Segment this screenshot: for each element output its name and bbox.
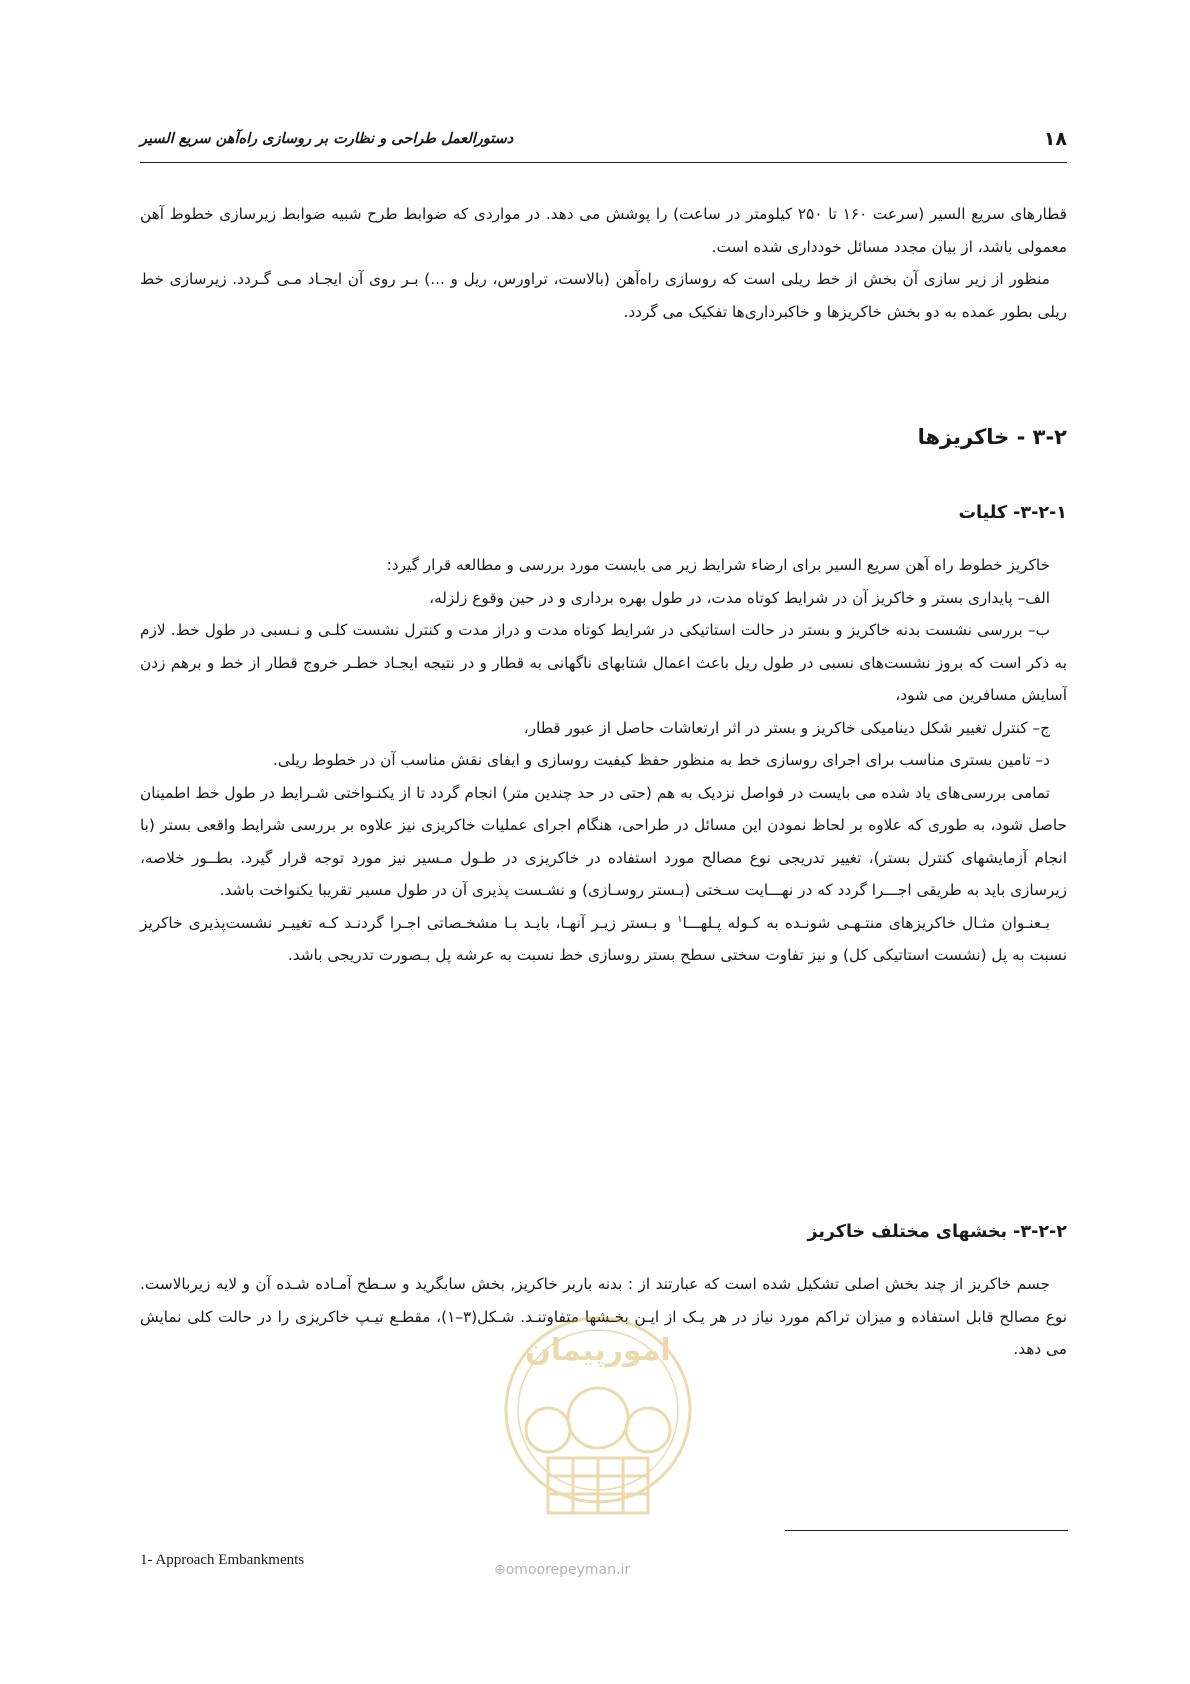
example-paragraph [140,907,1067,972]
intro-paragraph-1: قطارهای سریع السیر (سرعت ۱۶۰ تا ۲۵۰ کیلومتر در ساعت) را پوشش می دهد. در مواردی که ضوابط طرح شبیه ضوابط زیرسازی خطوط آهن معمولی باشد، از بیان مجدد مسائل خودداری شده است. [140,205,1067,256]
subsection-2-heading: ۳-۲-۲- بخشهای مختلف خاکریز [807,1222,1067,1242]
page-header [140,128,1067,163]
footnote-divider [785,1530,1068,1531]
example-text-start: بـعنـوان مثـال خاکریزهای منتـهـی شونـده به کـوله پـلهـــا [682,913,1050,932]
watermark-url [494,1562,630,1578]
uniformity-paragraph: تمامی بررسی‌های یاد شده می بایست در فواصل نزدیک به هم (حتی در حد چندین متر) انجام گردد تا از یکنـواختی شـرایط در طول خط اطمینان حاصل شود، به طوری که علاوه بر لحاظ نمودن این مسائل در طراحی، هنگام اجرای عملیات خاکریزی نیز علاوه بر بررسی شرایط واقعی بستر (با انجام آزمایشهای کنترل بستر)، تغییر تدریجی نوع مصالح مورد استفاده در خاکریزی در طـول مـسیر نیز مورد توجه قرار گیرد. بطــور خلاصه، زیرسازی باید به طریقی اجـــرا گردد که در نهـــایت سـختی (بـستر روسـازی) و نشـست پذیری آن در طول مسیر تقریبا یکنواخت باشد. [140,783,1067,899]
footnote-marker: ۱ [677,913,683,925]
page-number: ۱۸ [1043,128,1067,150]
embankment-parts-paragraph: جسم خاکریز از چند بخش اصلی تشکیل شده است که عبارتند از : بدنه باربر خاکریز, بخش سابگرید و سـطح آمـاده شـده آن و لایه زیربالاست. نوع مصالح قابل استفاده و میزان تراکم مورد نیاز در هر یـک از ایـن بخـشها متفاوتنـد. شـکل(۳–۱)، مقطـع تیـپ خاکریزی را در حالت کلی نمایش می دهد. [140,1275,1068,1358]
running-title: دستورالعمل طراحی و نظارت بر روسازی راه‌آهن سریع السیر [140,131,514,147]
footnote: 1- Approach Embankments [140,1552,305,1568]
example-text-end: و بـستر زیـر آنهـا، بایـد بـا مشخـصاتی اجـرا گردنـد کـه تغییـر نشست‌پذیری خاکریز نسبت به پل (نشست استاتیکی کل) و نیز تفاوت سختی سطح بستر روسازی خط نسبت به عرشه پل بـصورت تدریجی باشد. [140,913,1067,964]
watermark-emblem-text: امورپیمان [525,1333,671,1368]
intro-paragraph-2: منظور از زیر سازی آن بخش از خط ریلی است که روسازی راه‌آهن (بالاست، تراورس، ریل و ...) بـر روی آن ایجـاد مـی گـردد. زیرسازی خط ریلی بطور عمده به دو بخش خاکریزها و خاکبرداری‌ها تفکیک می گردد. [140,270,1067,321]
condition-item-b: ب– بررسی نشست بدنه خاکریز و بستر در حالت استاتیکی در شرایط کوتاه مدت و دراز مدت و کنترل نشست کلـی و نـسبی در طول خط. لازم به ذکر است که بروز نشست‌های نسبی در طول ریل باعث اعمال شتابهای ناگهانی به قطار و در نتیجه ایجـاد خطـر خروج قطار از خط و برهم زدن آسایش مسافرین می شود، [140,621,1067,704]
section-heading: ۳-۲ - خاکریزها [917,425,1067,449]
watermark-url-text: omoorepeyman.ir [505,1562,631,1578]
watermark-globe-icon: ⊕ [494,1562,506,1578]
watermark-logo [486,1290,711,1548]
condition-item-d: د– تامین بستری مناسب برای اجرای روسازی خط به منظور حفظ کیفیت روسازی و ایفای نقش مناسب آن در خطوط ریلی. [272,751,1050,769]
condition-item-c: ج– کنترل تغییر شکل دینامیکی خاکریز و بستر در اثر ارتعاشات حاصل از عبور قطار، [523,718,1050,737]
subsection-1-body [140,549,1067,972]
conditions-intro: خاکریز خطوط راه آهن سریع السیر برای ارضاء شرایط زیر می بایست مورد بررسی و مطالعه قرار گیرد: [386,556,1050,574]
intro-section [140,198,1067,328]
subsection-1-heading: ۳-۲-۱- کلیات [958,503,1067,523]
condition-item-a: الف– پایداری بستر و خاکریز آن در شرایط کوتاه مدت، در طول بهره برداری و در حین وقوع زلزله، [429,588,1050,607]
